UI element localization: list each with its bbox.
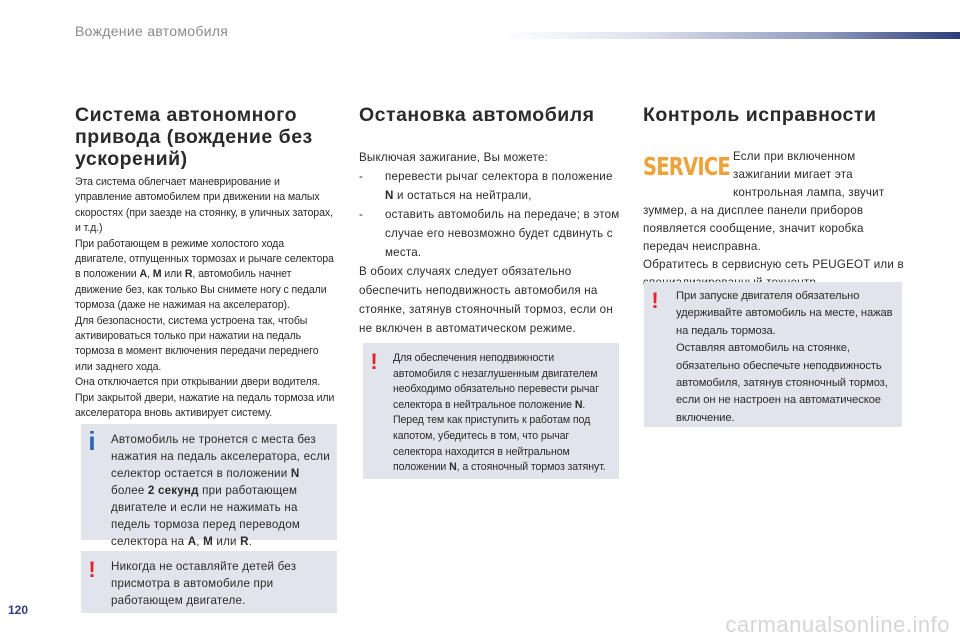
- section-body-stopping: [359, 148, 621, 338]
- warning-icon: !: [651, 288, 659, 313]
- paragraph: При работающем в режиме холостого хода двигателе, отпущенных тормозах и рычаге селектора в положении A, M или R, автомобиль начнет движение без, как только Вы снимете ногу с педали тормоза (даже не нажимая на акселератор).: [75, 237, 334, 312]
- header-gradient-bar: [500, 32, 960, 39]
- paragraph: Обратитесь в сервисную сеть PEUGEOT или в: [643, 258, 904, 271]
- warning-icon: !: [370, 349, 378, 374]
- warning-box-immobilize: [363, 343, 619, 479]
- section-title-stopping: Остановка автомобиля: [359, 104, 595, 126]
- monitoring-text-right: Если при включенном зажигании мигает эта контрольная лампа, звучит: [733, 150, 885, 199]
- section-monitoring: [643, 104, 905, 126]
- info-icon: i: [88, 426, 96, 456]
- warning-box-children: [81, 551, 337, 613]
- section-title-autonomous-drive: Система автономного привода (вождение без ускорений): [75, 104, 313, 170]
- info-box-text: Автомобиль не тронется с места без нажатия на педаль акселератора, если селектор остается в положении N более 2 секунд при работающем двигателе и если не нажимать на педель тормоза перед переводом селектора на A, M или R.: [111, 433, 330, 548]
- paragraph: Для безопасности, система устроена так, чтобы активироваться только при нажатии на педаль тормоза в момент включения передачи переднего или заднего хода.: [75, 314, 319, 373]
- paragraph: Она отключается при открывании двери водителя. При закрытой двери, нажатие на педаль тормоза или акселератора вновь активирует систему.: [75, 376, 335, 420]
- list-item: - перевести рычаг селектора в положение N и остаться на нейтрали,: [359, 170, 613, 202]
- warning-box-text: Для обеспечения неподвижности автомобиля с незаглушенным двигателем необходимо обязательно перевести рычаг селектора в нейтральное положение N. Перед тем как приступить к работам под капотом, убедитесь в том, что рычаг селектора находится в нейтральном положении N, а стояночный тормоз затянут.: [393, 352, 606, 474]
- info-box-autonomous: [81, 424, 337, 548]
- service-warning-lamp-icon: SERVICE: [643, 152, 730, 181]
- warning-box-text: При запуске двигателя обязательно удерживайте автомобиль на месте, нажав на педаль тормоза. Оставляя автомобиль на стоянке, обязательно обеспечьте неподвижность автомобиля, затянув стояночный тормоз, если он не настроен на автоматическое включение.: [676, 290, 893, 424]
- list-item: - оставить автомобиль на передаче; в этом случае его невозможно будет сдвинуть с места.: [359, 208, 620, 259]
- paragraph: В обоих случаях следует обязательно обеспечить неподвижность автомобиля на стоянке, затянув стояночный тормоз, если он не включен в автоматическом режиме.: [359, 265, 613, 335]
- section-autonomous-drive: [75, 104, 337, 422]
- paragraph: Выключая зажигание, Вы можете:: [359, 151, 548, 164]
- watermark: carmanualsonline.info: [725, 612, 950, 637]
- section-stopping: [359, 104, 621, 338]
- paragraph: зуммер, а на дисплее панели приборов появляется сообщение, значит коробка передач неисправна.: [643, 204, 864, 253]
- warning-box-start: [644, 282, 902, 427]
- chapter-title: Вождение автомобиля: [75, 23, 229, 39]
- warning-box-text: Никогда не оставляйте детей без присмотра в автомобиле при работающем двигателе.: [111, 560, 297, 607]
- paragraph: Эта система облегчает маневрирование и управление автомобилем при движении на малых скоростях (при заезде на стоянку, в уличных заторах, и т.д.): [75, 176, 333, 235]
- monitoring-text-main: [643, 202, 905, 292]
- warning-icon: !: [88, 557, 96, 582]
- section-title-monitoring: Контроль исправности: [643, 104, 877, 126]
- page-number: 120: [8, 603, 29, 617]
- section-body-autonomous-drive: [75, 175, 337, 422]
